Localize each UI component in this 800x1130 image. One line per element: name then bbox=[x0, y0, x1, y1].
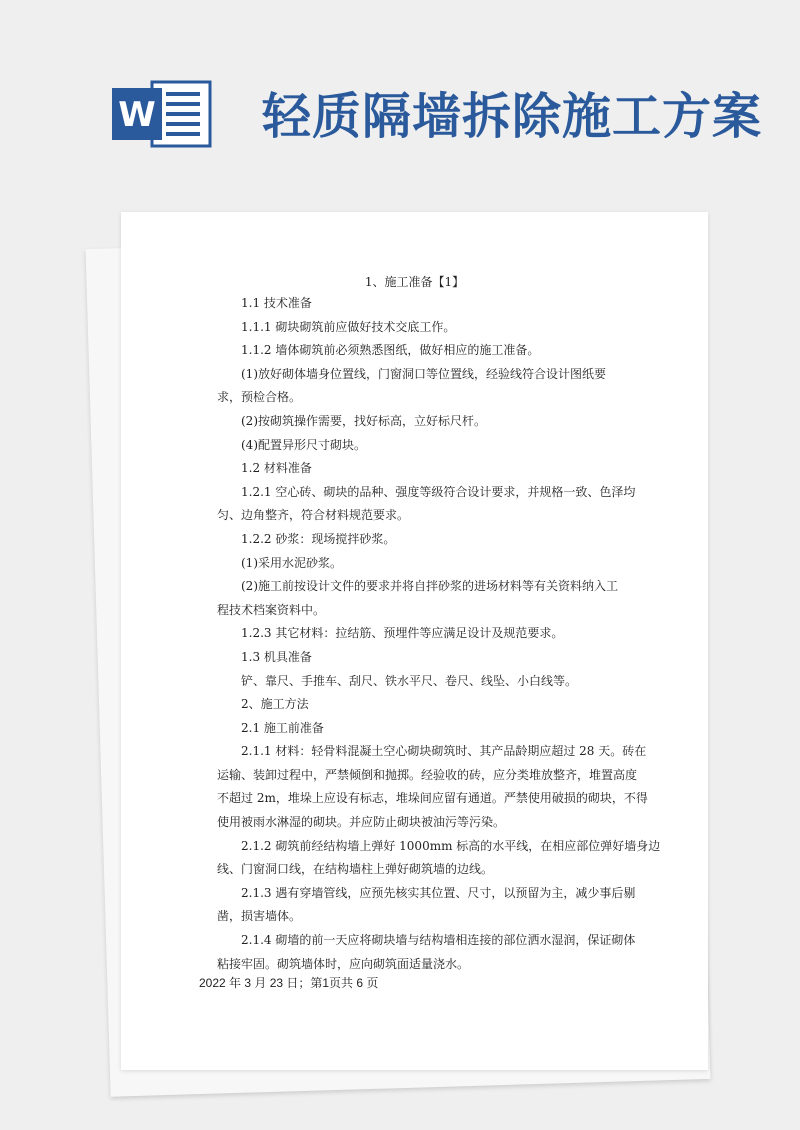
document-line: 2.1 施工前准备 bbox=[241, 720, 324, 735]
document-line: 不超过 2m，堆垛上应设有标志，堆垛间应留有通道。严禁使用破损的砌块，不得 bbox=[217, 791, 648, 806]
document-line: 1.1.2 墙体砌筑前必须熟悉图纸，做好相应的施工准备。 bbox=[241, 343, 540, 358]
section-heading: 1、施工准备【1】 bbox=[364, 275, 465, 289]
document-line: 2.1.3 遇有穿墙管线，应预先核实其位置、尺寸，以预留为主，减少事后剔 bbox=[241, 885, 636, 900]
document-line: 2.1.2 砌筑前经结构墙上弹好 1000mm 标高的水平线，在相应部位弹好墙身边 bbox=[241, 838, 661, 853]
document-line: 铲、靠尺、手推车、刮尺、铁水平尺、卷尺、线坠、小白线等。 bbox=[241, 673, 578, 688]
document-line: (1)采用水泥砂浆。 bbox=[241, 555, 342, 570]
document-line: 1.3 机具准备 bbox=[241, 649, 312, 664]
document-line: (4)配置异形尺寸砌块。 bbox=[241, 437, 366, 452]
document-line: 粘接牢固。砌筑墙体时，应向砌筑面适量浇水。 bbox=[217, 956, 470, 971]
page-footer: 2022 年 3 月 23 日；第1页共 6 页 bbox=[199, 976, 379, 990]
word-document-icon bbox=[112, 78, 232, 150]
document-line: 1.1.1 砌块砌筑前应做好技术交底工作。 bbox=[241, 319, 456, 334]
document-line: 程技术档案资料中。 bbox=[217, 602, 326, 617]
document-header bbox=[0, 0, 800, 200]
document-line: 2.1.1 材料：轻骨料混凝土空心砌块砌筑时、其产品龄期应超过 28 天。砖在 bbox=[241, 744, 647, 759]
document-line: 求，预检合格。 bbox=[217, 390, 302, 405]
document-line: 运输、装卸过程中，严禁倾倒和抛掷。经验收的砖，应分类堆放整齐，堆置高度 bbox=[217, 767, 638, 782]
word-icon-letter: W bbox=[118, 95, 156, 135]
document-line: 匀、边角整齐，符合材料规范要求。 bbox=[217, 508, 410, 523]
document-line: 1.2.1 空心砖、砌块的品种、强度等级符合设计要求，并规格一致、色泽均 bbox=[241, 484, 636, 499]
document-line: 1.1 技术准备 bbox=[241, 296, 312, 310]
document-line: (2)按砌筑操作需要，找好标高，立好标尺杆。 bbox=[241, 413, 486, 428]
document-line: 2.1.4 砌墙的前一天应将砌块墙与结构墙相连接的部位洒水湿润，保证砌体 bbox=[241, 933, 636, 948]
document-line: (1)放好砌体墙身位置线，门窗洞口等位置线，经验线符合设计图纸要 bbox=[241, 366, 607, 381]
document-line: 凿，损害墙体。 bbox=[217, 909, 302, 924]
document-line: 1.2.3 其它材料：拉结筋、预埋件等应满足设计及规范要求。 bbox=[241, 626, 564, 641]
document-line: 1.2 材料准备 bbox=[241, 461, 312, 476]
document-line: (2)施工前按设计文件的要求并将自拌砂浆的进场材料等有关资料纳入工 bbox=[241, 579, 619, 594]
document-body bbox=[217, 292, 661, 976]
document-line: 1.2.2 砂浆：现场搅拌砂浆。 bbox=[241, 531, 396, 546]
document-line: 线、门窗洞口线，在结构墙柱上弹好砌筑墙的边线。 bbox=[217, 862, 494, 877]
document-title: 轻质隔墙拆除施工方案 bbox=[262, 87, 763, 145]
document-line: 使用被雨水淋湿的砌块。并应防止砌块被油污等污染。 bbox=[217, 815, 506, 830]
document-line: 2、施工方法 bbox=[241, 697, 309, 712]
